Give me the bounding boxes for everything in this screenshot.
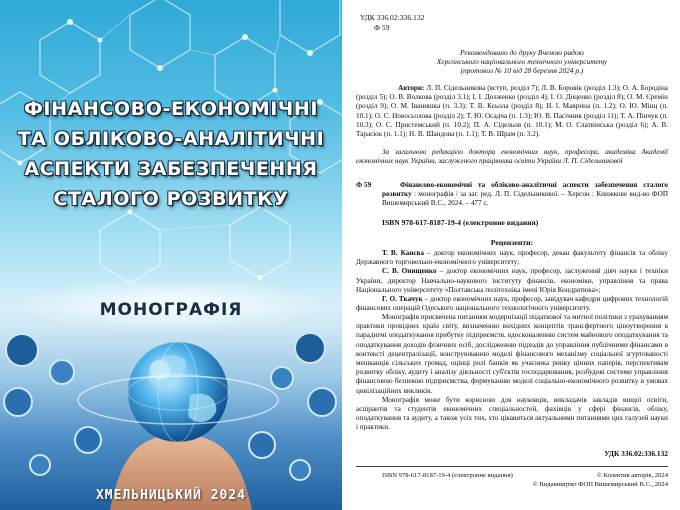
annotation-paragraph: Монографія присвячена питанням модернізації податкової та митної політики з урахуванням практики провідних країн світу, визначенню вихідних концептів трансфертного ціноутворення в парадигмі оподаткування прибутку підприємств, вдосконаленню систем майнового оподаткування та оподаткування доходів фізичних осіб, дослідженню підходів до управління публічними фінансами в контексті децентралізації, конструюванню моделі фінансового механізму соціальної згуртованості мешканців сільських громад, оцінці ролі банків як учасника ринку цінних паперів, перспективам розвитку обліку, аудиту і аналізу діяльності суб'єктів господарювання, розбудові системи управління фінансовою безпекою підприємства, формуванню моделі соціально-економічного розвитку в умовах цивілізаційних викликів. — [356, 313, 668, 395]
cover-title-line-1: ФІНАНСОВО-ЕКОНОМІЧНІ — [23, 98, 319, 120]
reviewer-description: – доктор економічних наук, професор, заслужений діяч науки і техніки України, директор Навчально-наукового інституту фінансів, економіки, управління та права Національного університету «Полтавська політехніка імені Юрія Кондратюка»; — [356, 267, 668, 294]
copyright-line: © Колектив авторів, 2024 — [596, 472, 668, 479]
reviewer-item — [356, 267, 668, 295]
cover-title-line-4: СТАЛОГО РОЗВИТКУ — [53, 188, 289, 210]
authors-label: Автори: — [398, 84, 425, 92]
reviewer-item — [356, 249, 668, 267]
annotation-paragraph: Монографія може бути корисною для науковців, викладачів закладів вищої освіти, аспірантів та студентів економічних спеціальностей, фахівців у сфері фінансів, обліку, оподаткування та аудиту, а також усіх тих, хто цікавиться актуальними питаннями цих галузей науки і практики. — [356, 395, 668, 432]
footer-isbn: ISBN 978-617-8187-19-4 (електронне видання) — [382, 472, 513, 479]
recommendation-line: (протокол № 10 від 28 березня 2024 р.) — [460, 66, 584, 76]
reviewers-list — [356, 249, 668, 313]
globe-icon — [128, 342, 228, 442]
recommendation-line: Рекомендовано до друку Вченою радою — [460, 48, 584, 57]
reviewers-heading: Рецензенти: — [490, 238, 534, 247]
bib-title: Фінансово-економічні та обліково-аналітичні аспекти забезпечення сталого розвитку — [382, 181, 668, 199]
footer-copyright — [530, 472, 668, 489]
copyright-line: © Видавництво ФОП Вишемирський В.С., 2024 — [532, 480, 668, 488]
reviewer-item — [356, 295, 668, 313]
authors-text: Л. П. Сідельникова (вступ, розділ 7); Л. В. Боровік (розділ 1.3); О. А. Бородіна (розділ 5); О. В. Волкова (розділ 3.1); І. І. Долженко (розділ 4); І. О. Доценко (розділ 8); О. М. Єремін (розділ 9); О. М. Іванишка (п. 3.3); Т. В. Кєьола (розділ 8); Н. І. Маврина (п. 1.2); О. Ю. Мінц (п. 10.1); О. С. Новосьолова (розділ 2); Т. Ю. Осадча (п. 1.3); Ю. В. Пасічник (розділ 11); Т. А. Пінчук (п. 10.3); О. С. Пристемський (п. 10.2); П. А. Сідельов (п. 10.1); М. О. Слатвінська (розділ 6); А. В. Тарасюк (п. 1.1); Н. В. Шандова (п. 1.1); Т. В. Шрам (п. 3.2). — [356, 84, 669, 139]
cover-title-line-2: ТА ОБЛІКОВО-АНАЛІТИЧНІ — [17, 128, 325, 150]
reviewer-name: Т. В. Канєва — [382, 249, 425, 257]
authors-list — [356, 84, 668, 139]
udk-footer-code: УДК 336.02:336.132 — [604, 449, 668, 458]
imprint-page — [342, 0, 680, 510]
footer-divider — [356, 466, 668, 467]
reviewer-description: – доктор економічних наук, професор, декан факультету фінансів та обліку Державного торговельно-економічного університету; — [356, 249, 668, 267]
cover-genre-label: МОНОГРАФІЯ — [99, 300, 243, 320]
isbn-line: ISBN 978-617-8187-19-4 (електронне видання) — [382, 218, 539, 227]
bbk-code: Ф 59 — [374, 22, 390, 32]
general-editor-note: За загальною редакцією доктора економічних наук, професора, академіка Академії економічних наук України, заслуженого працівника освіти України Л. П. Сідельникової — [356, 148, 668, 166]
bib-index: Ф 59 — [356, 181, 372, 189]
cover-title-line-3: АСПЕКТИ ЗАБЕЗПЕЧЕННЯ — [24, 158, 318, 180]
recommendation-line: Херсонського національного технічного університету — [436, 57, 608, 67]
bib-description: : монографія / за заг. ред. Л. П. Сідельникової. – Херсон : Книжкове вид-во ФОП Вишемирський В.С., 2024. – 477 с. — [382, 190, 669, 208]
annotation — [356, 313, 668, 433]
reviewer-name: С. В. Онищенко — [382, 267, 437, 276]
reviewer-description: – доктор економічних наук, професор, завідувач кафедри цифрових технологій фінансових операцій Одеського національного технологічного університету. — [356, 295, 669, 313]
reviewer-name: Г. О. Ткачук — [382, 295, 423, 304]
udk-header — [360, 13, 672, 32]
recommendation-note — [402, 48, 642, 76]
bibliographic-record — [356, 181, 668, 209]
cover-city-year: ХМЕЛЬНИЦЬКИЙ 2024 — [95, 488, 247, 503]
udk-code: УДК 336.02:336.132 — [360, 13, 425, 22]
